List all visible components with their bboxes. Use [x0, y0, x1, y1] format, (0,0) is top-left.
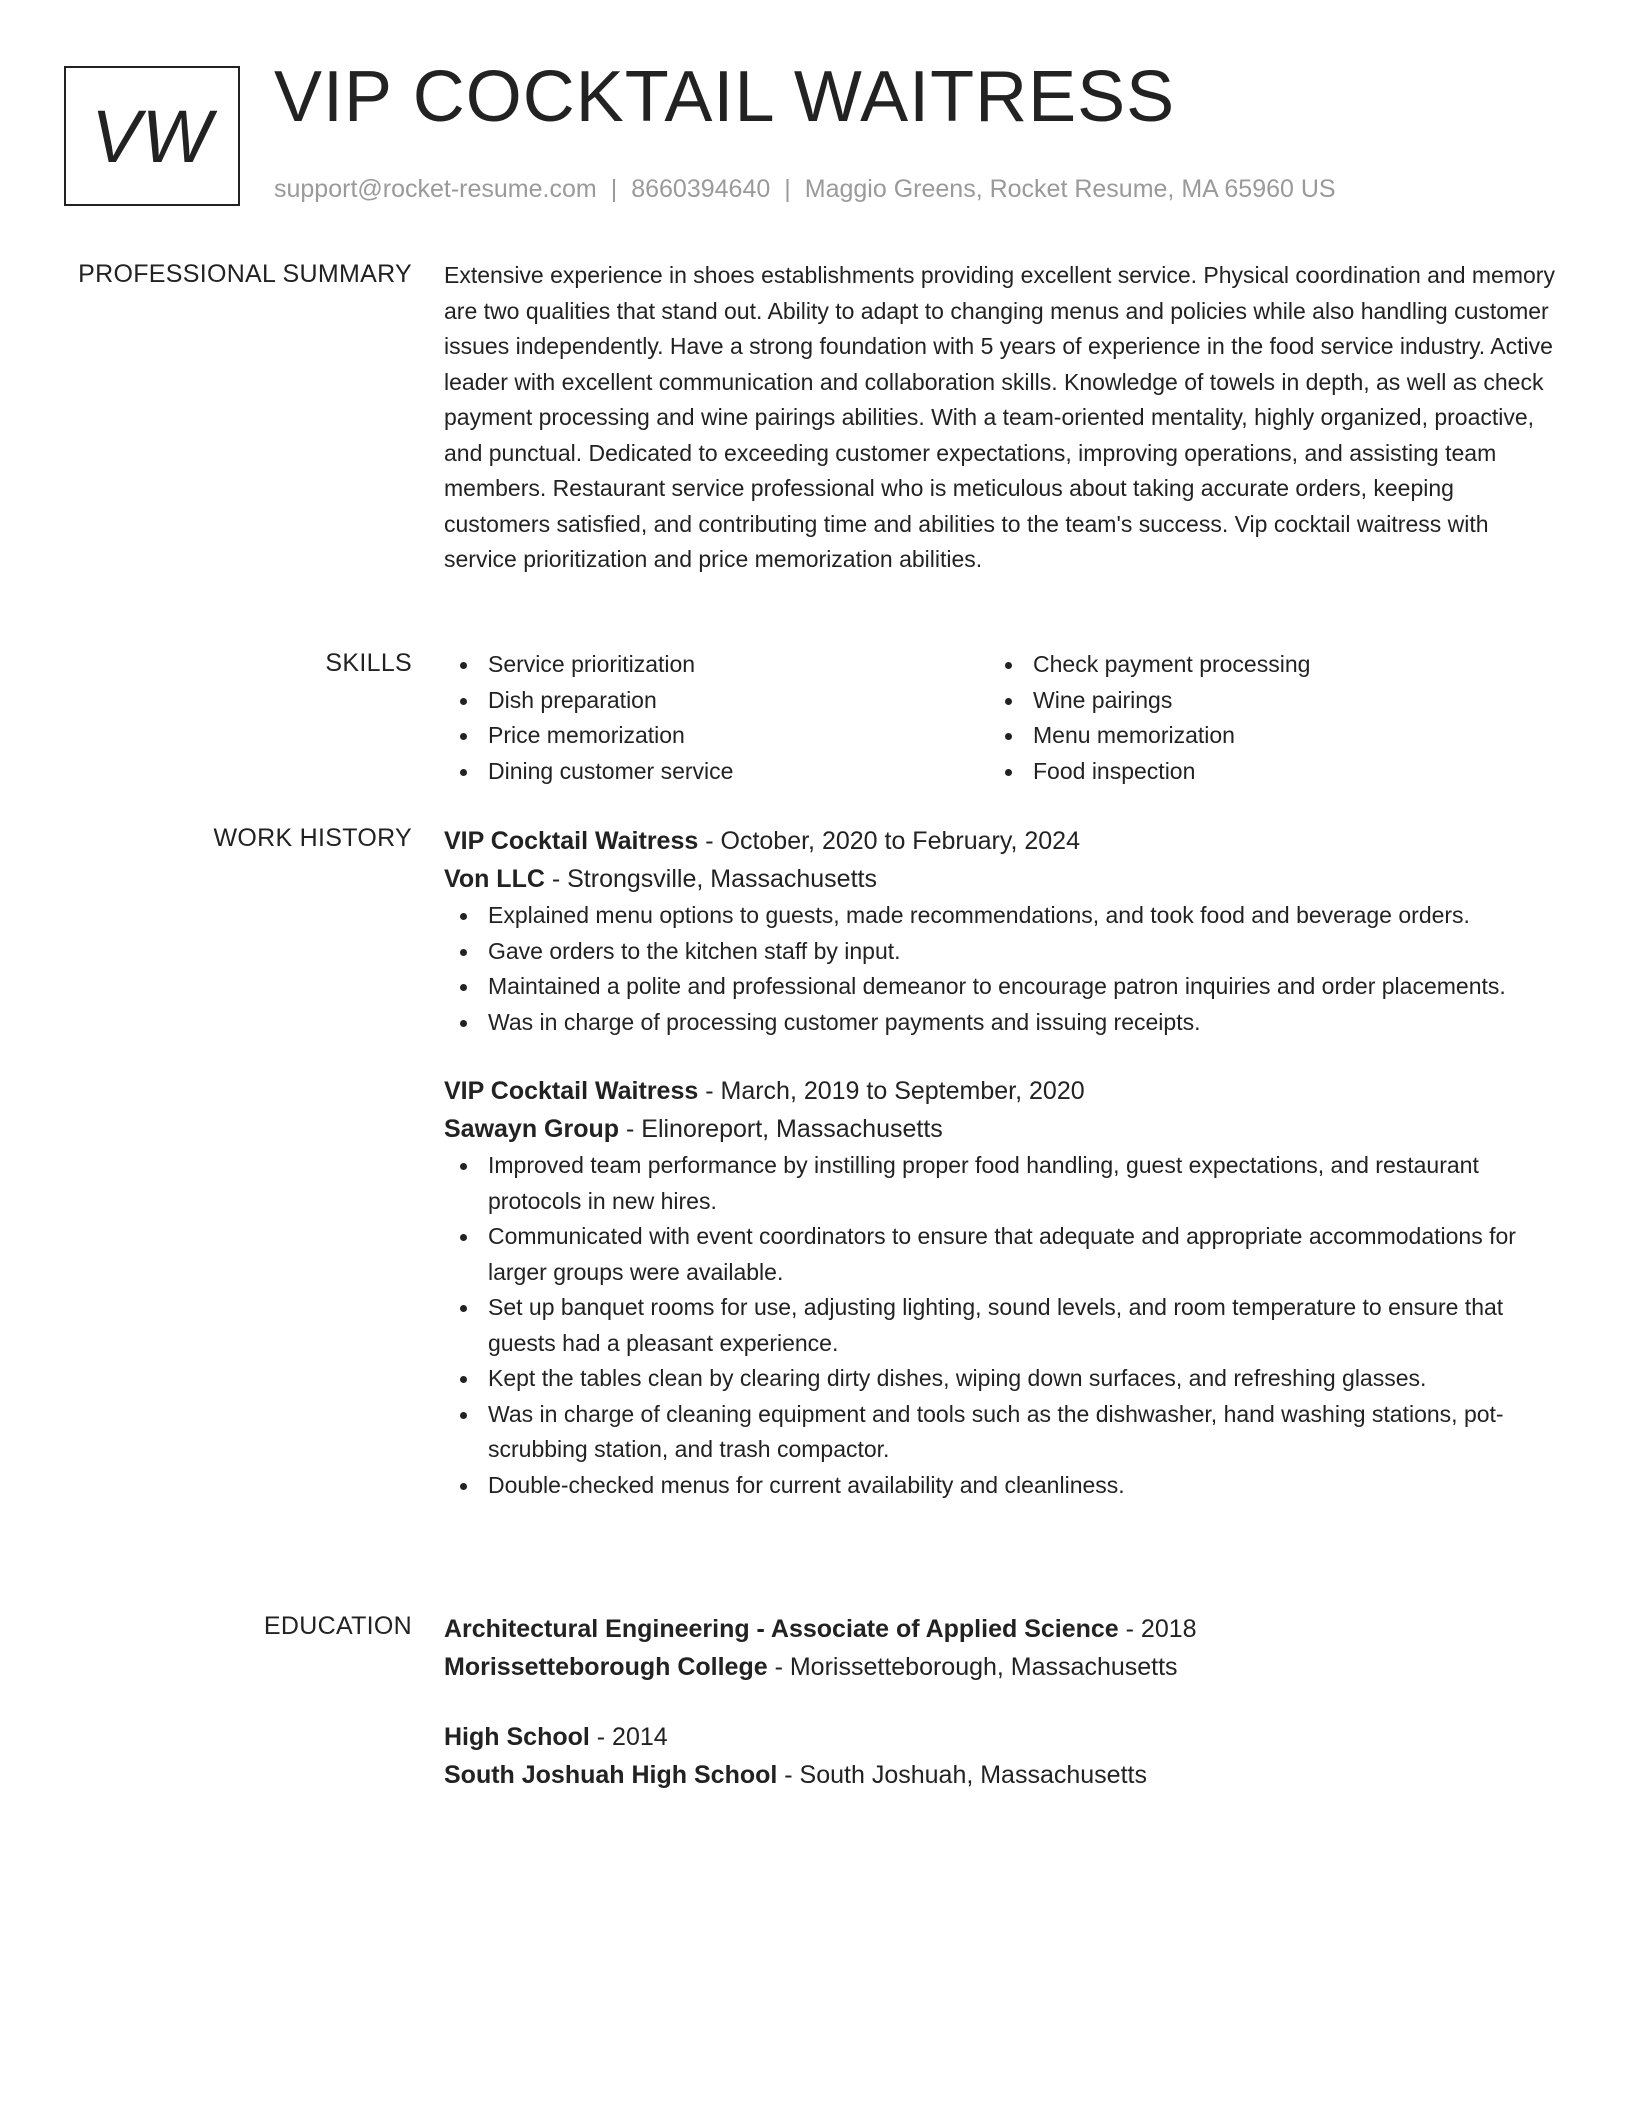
skills-heading: SKILLS [325, 649, 412, 677]
page-title: VIP COCKTAIL WAITRESS [274, 57, 1176, 137]
job-company: Sawayn Group [444, 1115, 620, 1143]
skills-columns [444, 647, 1556, 789]
education-degree-line [444, 1610, 1556, 1648]
job-duty: Communicated with event coordinators to ensure that adequate and appropriate accommodations for larger groups were available. [444, 1219, 1556, 1290]
job-company-line [444, 860, 1556, 898]
work-history-heading: WORK HISTORY [213, 824, 412, 852]
job-dates: - October, 2020 to February, 2024 [698, 827, 1080, 855]
job-title: VIP Cocktail Waitress [444, 1077, 699, 1105]
contact-separator: | [784, 175, 791, 203]
skill-item: Menu memorization [989, 718, 1534, 754]
skills-list-right [989, 647, 1534, 789]
education-body [444, 1610, 1556, 1794]
skill-item: Dish preparation [444, 683, 989, 719]
skill-item: Wine pairings [989, 683, 1534, 719]
skill-item: Price memorization [444, 718, 989, 754]
job-duty: Improved team performance by instilling proper food handling, guest expectations, and restaurant protocols in new hires. [444, 1148, 1556, 1219]
contact-email: support@rocket-resume.com [274, 175, 597, 203]
education-heading: EDUCATION [263, 1612, 412, 1640]
education-degree-line [444, 1718, 1556, 1756]
job-duty: Explained menu options to guests, made recommendations, and took food and beverage orders. [444, 898, 1556, 934]
skill-item: Check payment processing [989, 647, 1534, 683]
job-entry [444, 1072, 1556, 1503]
skills-body [444, 647, 1556, 789]
education-location: - South Joshuah, Massachusetts [777, 1761, 1147, 1789]
education-location: - Morissetteborough, Massachusetts [767, 1653, 1178, 1681]
education-year: - 2018 [1118, 1615, 1197, 1643]
job-company: Von LLC [444, 865, 545, 893]
job-duties-list [444, 898, 1556, 1040]
education-entry [444, 1610, 1556, 1686]
monogram-initials: VW [91, 94, 213, 178]
education-school-line [444, 1756, 1556, 1794]
job-duty: Set up banquet rooms for use, adjusting lighting, sound levels, and room temperature to ensure that guests had a pleasant experience. [444, 1290, 1556, 1361]
job-duty: Was in charge of processing customer payments and issuing receipts. [444, 1005, 1556, 1041]
job-company-line [444, 1110, 1556, 1148]
contact-address: Maggio Greens, Rocket Resume, MA 65960 US [804, 175, 1336, 203]
education-entry [444, 1718, 1556, 1794]
skills-list-left [444, 647, 989, 789]
job-duty: Double-checked menus for current availability and cleanliness. [444, 1468, 1556, 1504]
summary-heading: PROFESSIONAL SUMMARY [78, 260, 412, 288]
summary-text: Extensive experience in shoes establishments providing excellent service. Physical coordination and memory are two qualities that stand out. Ability to adapt to changing menus and policies while also handling customer issues independently. Have a strong foundation with 5 years of experience in the food service industry. Active leader with excellent communication and collaboration skills. Knowledge of towels in depth, as well as check payment processing and wine pairings abilities. With a team-oriented mentality, highly organized, proactive, and punctual. Dedicated to exceeding customer expectations, improving operations, and assisting team members. Restaurant service professional who is meticulous about taking accurate orders, keeping customers satisfied, and contributing time and abilities to the team's success. Vip cocktail waitress with service prioritization and price memorization abilities. [444, 262, 1555, 572]
contact-phone: 8660394640 [631, 175, 771, 203]
job-location: - Strongsville, Massachusetts [544, 865, 877, 893]
contact-separator: | [610, 175, 618, 203]
monogram-box [64, 66, 240, 206]
job-duties-list [444, 1148, 1556, 1503]
education-year: - 2014 [589, 1723, 668, 1751]
skill-item: Food inspection [989, 754, 1534, 790]
skill-item: Service prioritization [444, 647, 989, 683]
job-duty: Kept the tables clean by clearing dirty dishes, wiping down surfaces, and refreshing glasses. [444, 1361, 1556, 1397]
education-school: Morissetteborough College [444, 1653, 768, 1681]
job-entry [444, 822, 1556, 1040]
job-duty: Was in charge of cleaning equipment and tools such as the dishwasher, hand washing stations, pot-scrubbing station, and trash compactor. [444, 1397, 1556, 1468]
education-degree: Architectural Engineering - Associate of Applied Science [444, 1615, 1119, 1643]
education-school-line [444, 1648, 1556, 1686]
contact-line [274, 174, 1336, 204]
job-title-line [444, 1072, 1556, 1110]
education-degree: High School [444, 1723, 590, 1751]
job-dates: - March, 2019 to September, 2020 [698, 1077, 1085, 1105]
job-title: VIP Cocktail Waitress [444, 827, 699, 855]
job-title-line [444, 822, 1556, 860]
skill-item: Dining customer service [444, 754, 989, 790]
work-history-body [444, 822, 1556, 1503]
job-duty: Gave orders to the kitchen staff by input. [444, 934, 1556, 970]
summary-body [444, 258, 1556, 578]
job-duty: Maintained a polite and professional demeanor to encourage patron inquiries and order placements. [444, 969, 1556, 1005]
education-school: South Joshuah High School [444, 1761, 778, 1789]
job-location: - Elinoreport, Massachusetts [619, 1115, 943, 1143]
